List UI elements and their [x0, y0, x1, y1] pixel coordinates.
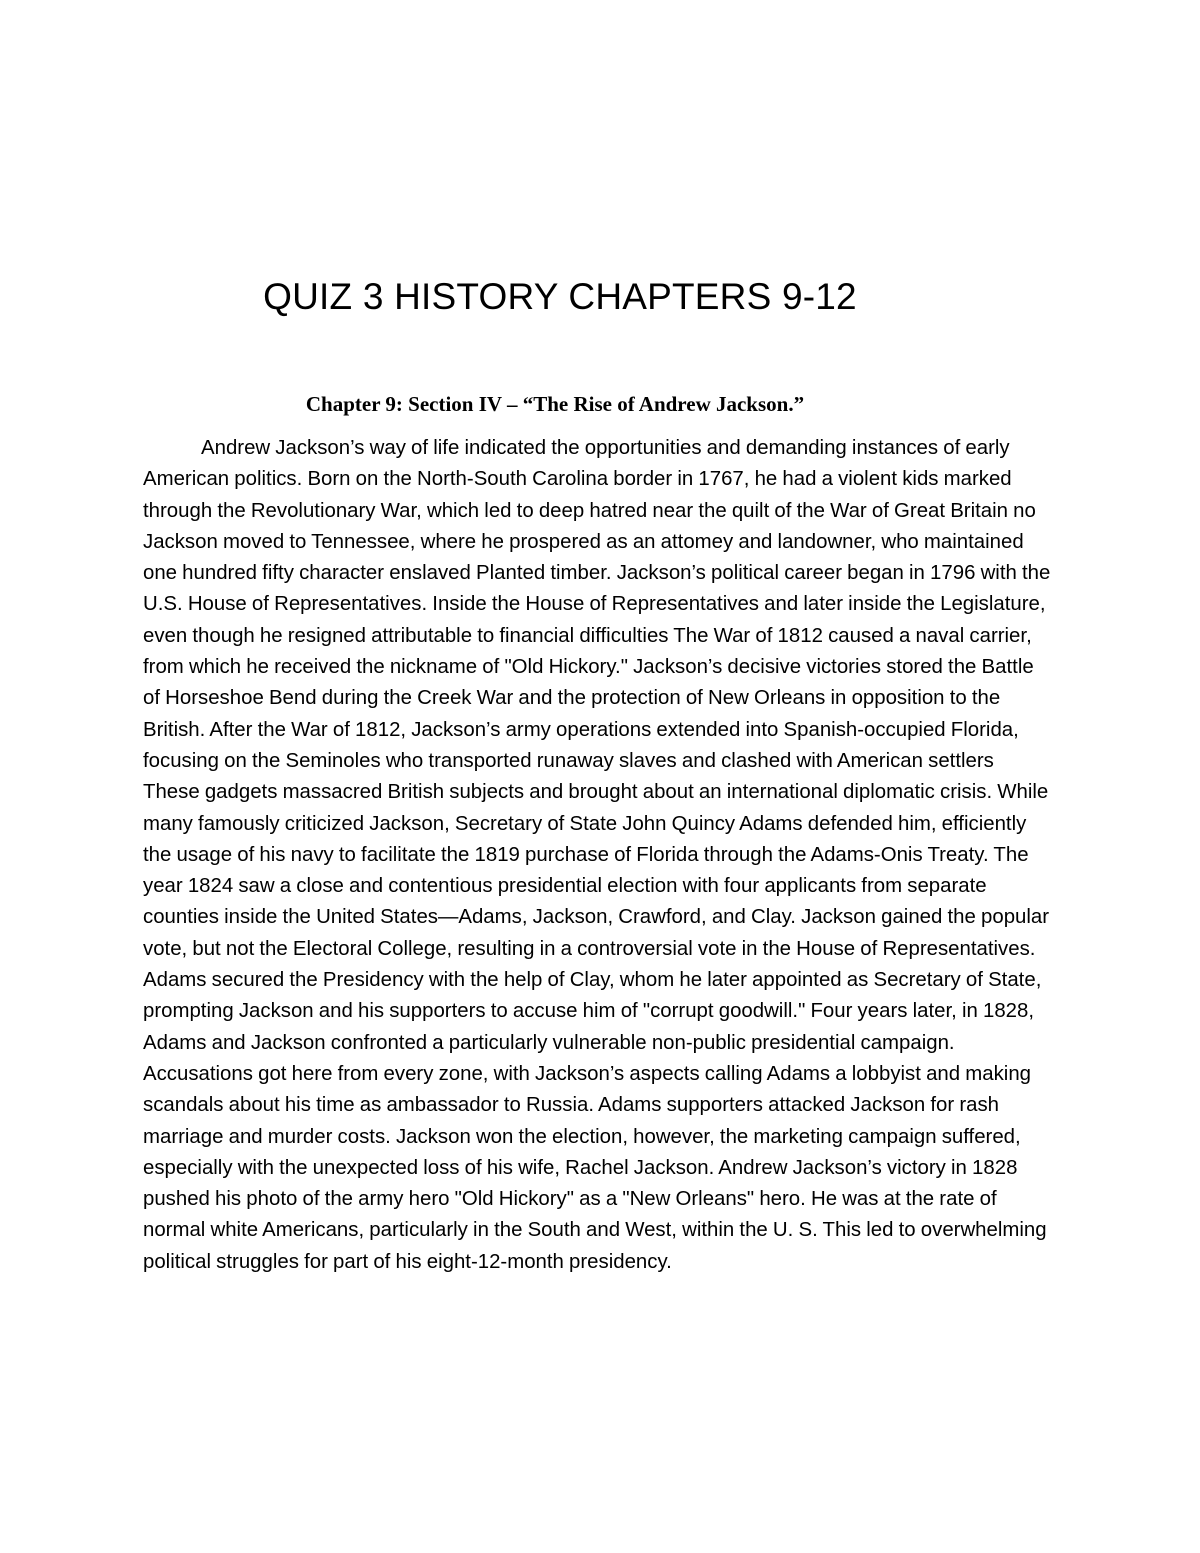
body-paragraph: Andrew Jackson’s way of life indicated the opportunities and demanding instances of early American politics. Born on the North-South Carolina border in 1767, he had a violent kids marked through the Revolutionary War, which led to deep hatred near the quilt of the War of Great Britain no Jackson moved to Tennessee, where he prospered as an attomey and landowner, who maintained one hundred fifty character enslaved Planted timber. Jackson’s political career began in 1796 with the U.S. House of Representatives. Inside the House of Representatives and later inside the Legislature, even though he resigned attributable to financial difficulties The War of 1812 caused a naval carrier, from which he received the nickname of "Old Hickory." Jackson’s decisive victories stored the Battle of Horseshoe Bend during the Creek War and the protection of New Orleans in opposition to the British. After the War of 1812, Jackson’s army operations extended into Spanish-occupied Florida, focusing on the Seminoles who transported runaway slaves and clashed with American settlers These gadgets massacred British subjects and brought about an international diplomatic crisis. While many famously criticized Jackson, Secretary of State John Quincy Adams defended him, efficiently the usage of his navy to facilitate the 1819 purchase of Florida through the Adams-Onis Treaty. The year 1824 saw a close and contentious presidential election with four applicants from separate counties inside the United States—Adams, Jackson, Crawford, and Clay. Jackson gained the popular vote, but not the Electoral College, resulting in a controversial vote in the House of Representatives. Adams secured the Presidency with the help of Clay, whom he later appointed as Secretary of State, prompting Jackson and his supporters to accuse him of "corrupt goodwill." Four years later, in 1828, Adams and Jackson confronted a particularly vulnerable non-public presidential campaign. Accusations got here from every zone, with Jackson’s aspects calling Adams a lobbyist and making scandals about his time as ambassador to Russia. Adams supporters attacked Jackson for rash marriage and murder costs. Jackson won the election, however, the marketing campaign suffered, especially with the unexpected loss of his wife, Rachel Jackson. Andrew Jackson’s victory in 1828 pushed his photo of the army hero "Old Hickory" as a "New Orleans" hero. He was at the rate of normal white Americans, particularly in the South and West, within the U. S. This led to overwhelming political struggles for part of his eight-12-month presidency.	[143, 437, 1051, 1273]
section-heading: Chapter 9: Section IV – “The Rise of Andrew Jackson.”	[305, 392, 805, 416]
document-title: QUIZ 3 HISTORY CHAPTERS 9-12	[263, 276, 857, 317]
